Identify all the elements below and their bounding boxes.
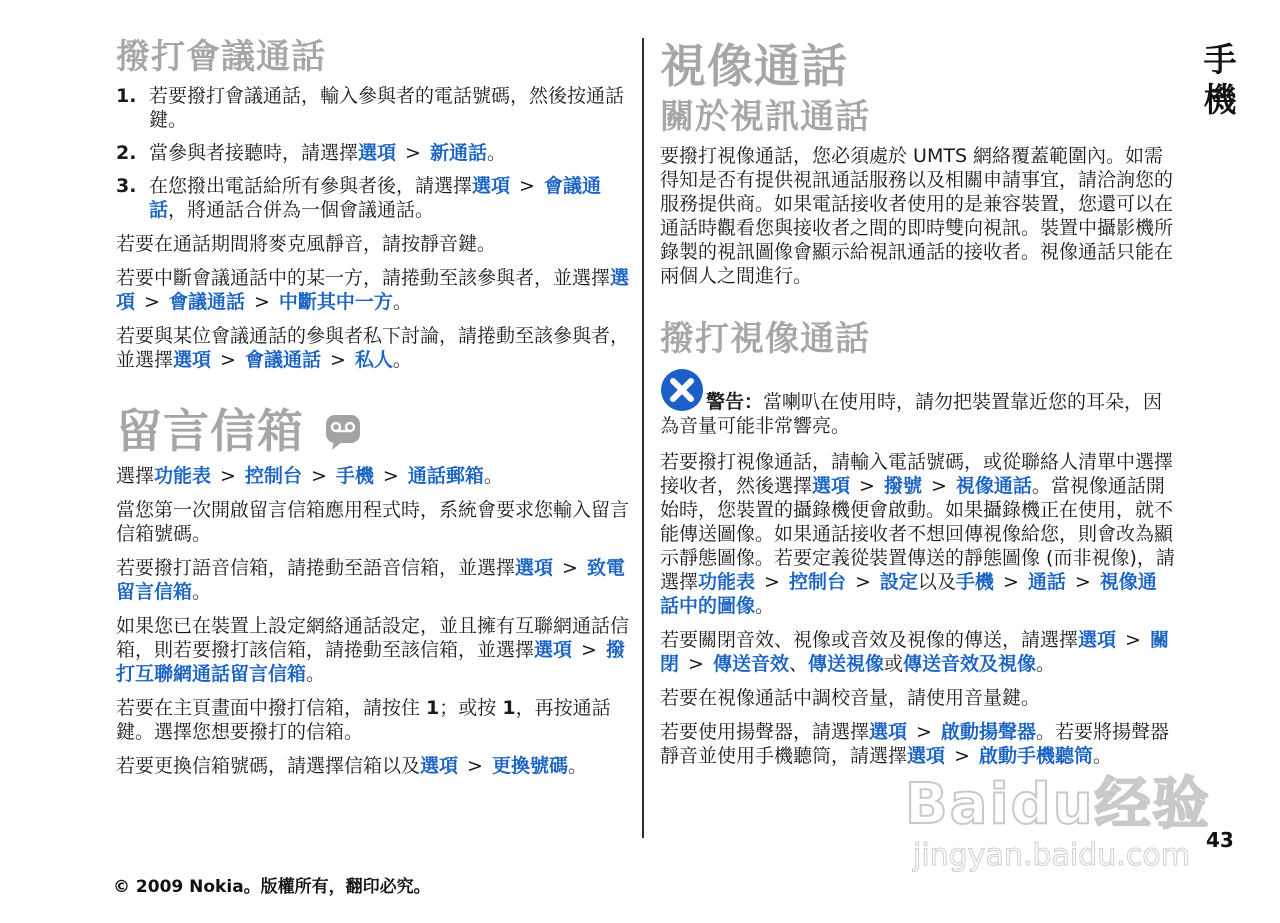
paragraph-text: ，再按通話鍵。選擇您想要撥打的信箱。: [116, 697, 611, 743]
voicemail-net-paragraph: [116, 614, 631, 686]
path-separator: >: [562, 557, 578, 579]
path-separator: >: [930, 475, 947, 497]
page-number: 43: [1206, 828, 1234, 852]
paragraph-text: 。: [392, 349, 412, 371]
mute-paragraph: 若要在通話期間將麥克風靜音，請按靜音鍵。: [116, 233, 497, 255]
link-drop-participant[interactable]: 中斷其中一方: [278, 291, 393, 313]
paragraph-text: 。當視像通話開始時，您裝置的攝錄機便會啟動。如果攝錄機正在使用，就不能傳送圖像。如果通話接收者不想回傳視像給您，則會改為顯示靜態圖像。若要定義從裝置傳送的靜態圖像 (而非視像)，請選擇: [660, 475, 1175, 593]
link-image-in-video-call[interactable]: 視像通話中的圖像: [660, 571, 1157, 617]
about-video-paragraph: 要撥打視像通話，您必須處於 UMTS 網絡覆蓋範圍內。如需得知是否有提供視訊通話服務以及相關申請事宜，請洽詢您的服務提供商。如果電話接收者使用的是兼容裝置，您還可以在通話時觀看您與接收者之間的即時雙向視訊。裝置中攝影機所錄製的視訊圖像會顯示給視訊通話的接收者。視像通話只能在兩個人之間進行。: [660, 145, 1174, 287]
about-video-title: 關於視訊通話: [660, 97, 870, 137]
paragraph-text: 若要關閉音效、視像或音效及視像的傳送，請選擇: [660, 629, 1079, 651]
link-call-internet-voicemail[interactable]: 撥打互聯網通話留言信箱: [116, 639, 625, 685]
path-separator: >: [854, 571, 871, 593]
link-conference-call[interactable]: 會議通話: [244, 349, 321, 371]
link-menu[interactable]: 功能表: [698, 571, 756, 593]
warning-text: 當喇叭在使用時，請勿把裝置靠近您的耳朵，因為音量可能非常響亮。: [660, 391, 1163, 437]
step-text: 在您撥出電話給所有參與者後，請選擇: [149, 175, 473, 197]
link-new-call[interactable]: 新通話: [429, 142, 487, 164]
voicemail-change-paragraph: [116, 754, 631, 778]
step-number: 2.: [116, 142, 137, 164]
path-separator: >: [382, 465, 399, 487]
paragraph-text: 。: [392, 291, 412, 313]
left-column: [116, 36, 631, 788]
paragraph-text: 。: [306, 663, 326, 685]
paragraph-text: 。: [567, 755, 587, 777]
link-menu[interactable]: 功能表: [154, 465, 212, 487]
paragraph-text: 若要撥打視像通話，請輸入電話號碼，或從聯絡人清單中選擇接收者，然後選擇: [660, 451, 1174, 497]
paragraph-text: 或: [883, 653, 903, 675]
link-control-panel[interactable]: 控制台: [788, 571, 846, 593]
path-separator: >: [688, 653, 704, 675]
paragraph-text: 。: [1036, 653, 1056, 675]
make-video-call-title: 撥打視像通話: [660, 319, 870, 359]
voicemail-home-paragraph: [116, 696, 631, 744]
link-call-voicemail[interactable]: 致電留言信箱: [116, 557, 625, 603]
step-3: [116, 174, 631, 222]
paragraph-text: 如果您已在裝置上設定網絡通話設定，並且擁有互聯網通話信箱，則若要撥打該信箱，請捲動至該信箱，並選擇: [116, 615, 630, 661]
path-separator: >: [467, 755, 483, 777]
baidu-watermark: [905, 760, 1225, 880]
step-number: 3.: [116, 175, 137, 197]
link-phone[interactable]: 手機: [955, 571, 994, 593]
paragraph-text: 。: [483, 465, 503, 487]
voicemail-first-paragraph: 當您第一次開啟留言信箱應用程式時，系統會要求您輸入留言信箱號碼。: [116, 499, 630, 545]
paragraph-text: 若要使用揚聲器，請選擇: [660, 721, 870, 743]
link-control-panel[interactable]: 控制台: [244, 465, 302, 487]
link-options[interactable]: 選項: [907, 745, 946, 767]
watermark-sub-text: jingyan.baidu.com: [913, 838, 1190, 873]
link-options[interactable]: 選項: [116, 267, 630, 313]
path-separator: >: [253, 291, 270, 313]
step-2: [116, 141, 631, 165]
paragraph-text: 。: [192, 581, 212, 603]
right-column: [660, 36, 1175, 778]
path-separator: >: [329, 349, 346, 371]
paragraph-text: ；或按: [439, 697, 503, 719]
paragraph-text: 若要撥打語音信箱，請捲動至語音信箱，並選擇: [116, 557, 516, 579]
key-1: 1: [426, 697, 440, 719]
link-options[interactable]: 選項: [420, 755, 459, 777]
link-call-mailbox[interactable]: 通話郵箱: [407, 465, 484, 487]
link-options[interactable]: 選項: [812, 475, 851, 497]
link-options[interactable]: 選項: [1078, 629, 1117, 651]
path-separator: >: [1002, 571, 1019, 593]
speaker-paragraph: [660, 720, 1175, 768]
path-separator: >: [310, 465, 327, 487]
step-1: [116, 84, 631, 132]
path-separator: >: [859, 475, 875, 497]
link-call[interactable]: 通話: [1027, 571, 1066, 593]
path-separator: >: [144, 291, 160, 313]
link-send-audio[interactable]: 傳送音效: [712, 653, 789, 675]
path-separator: >: [581, 639, 597, 661]
path-separator: >: [405, 142, 421, 164]
drop-participant-paragraph: [116, 266, 631, 314]
section-side-tab: 手機: [1203, 40, 1237, 119]
link-options[interactable]: 選項: [358, 142, 397, 164]
link-options[interactable]: 選項: [515, 557, 554, 579]
path-separator: >: [764, 571, 780, 593]
link-options[interactable]: 選項: [869, 721, 908, 743]
path-separator: >: [954, 745, 970, 767]
watermark-main-text: Baidu经验: [905, 772, 1211, 837]
path-separator: >: [1074, 571, 1091, 593]
warning-block: [660, 368, 1175, 438]
step-text: 。: [486, 142, 506, 164]
make-video-paragraph: [660, 450, 1175, 618]
video-call-title: 視像通話: [660, 39, 848, 93]
path-separator: >: [519, 175, 535, 197]
link-conference-call[interactable]: 會議通話: [149, 175, 601, 221]
link-phone[interactable]: 手機: [335, 465, 374, 487]
key-1: 1: [502, 697, 516, 719]
link-change-number[interactable]: 更換號碼: [491, 755, 568, 777]
path-separator: >: [916, 721, 932, 743]
paragraph-text: 選擇: [116, 465, 155, 487]
step-number: 1.: [116, 85, 137, 107]
path-separator: >: [220, 465, 236, 487]
step-text: ，將通話合併為一個會議通話。: [168, 199, 435, 221]
paragraph-text: 。: [755, 595, 775, 617]
paragraph-text: 若要在主頁畫面中撥打信箱，請按住: [116, 697, 427, 719]
conference-steps: [116, 84, 631, 222]
warning-paragraph: [660, 390, 1175, 438]
paragraph-text: 以及: [917, 571, 956, 593]
link-conference-call[interactable]: 會議通話: [168, 291, 245, 313]
step-text: 若要撥打會議通話，輸入參與者的電話號碼，然後按通話鍵。: [149, 85, 625, 131]
link-settings[interactable]: 設定: [879, 571, 918, 593]
paragraph-text: 、: [788, 653, 808, 675]
private-paragraph: [116, 324, 631, 372]
paragraph-text: 若要中斷會議通話中的某一方，請捲動至該參與者，並選擇: [116, 267, 611, 289]
link-options[interactable]: 選項: [173, 349, 212, 371]
voicemail-header: [116, 402, 631, 460]
conference-call-title: 撥打會議通話: [116, 37, 326, 77]
link-activate-handset[interactable]: 啟動手機聽筒: [978, 745, 1093, 767]
link-send-video[interactable]: 傳送視像: [807, 653, 884, 675]
voicemail-path-paragraph: [116, 464, 631, 488]
path-separator: >: [220, 349, 236, 371]
voicemail-call-paragraph: [116, 556, 631, 604]
paragraph-text: 若要更換信箱號碼，請選擇信箱以及: [116, 755, 421, 777]
link-options[interactable]: 選項: [472, 175, 511, 197]
voicemail-icon: [324, 412, 364, 456]
paragraph-text: 若要與某位會議通話的參與者私下討論，請捲動至該參與者，並選擇: [116, 325, 630, 371]
paragraph-text: 。若要將揚聲器靜音並使用手機聽筒，請選擇: [660, 721, 1169, 767]
warning-label: 警告：: [706, 391, 764, 413]
link-dial[interactable]: 撥號: [883, 475, 922, 497]
volume-paragraph: 若要在視像通話中調校音量，請使用音量鍵。: [660, 687, 1041, 709]
column-divider: [642, 38, 644, 838]
paragraph-text: 。: [1092, 745, 1112, 767]
link-close[interactable]: 關閉: [660, 629, 1169, 675]
voicemail-title: 留言信箱: [116, 404, 304, 458]
link-video-call[interactable]: 視像通話: [955, 475, 1032, 497]
link-activate-speaker[interactable]: 啟動揚聲器: [940, 721, 1036, 743]
link-private[interactable]: 私人: [354, 349, 393, 371]
step-text: 當參與者接聽時，請選擇: [149, 142, 359, 164]
copyright-footer: © 2009 Nokia。版權所有，翻印必究。: [113, 877, 431, 897]
warning-x-icon: [660, 368, 704, 416]
path-separator: >: [1125, 629, 1141, 651]
close-media-paragraph: [660, 628, 1175, 676]
link-options[interactable]: 選項: [534, 639, 573, 661]
link-send-audio-and-video[interactable]: 傳送音效及視像: [903, 653, 1037, 675]
